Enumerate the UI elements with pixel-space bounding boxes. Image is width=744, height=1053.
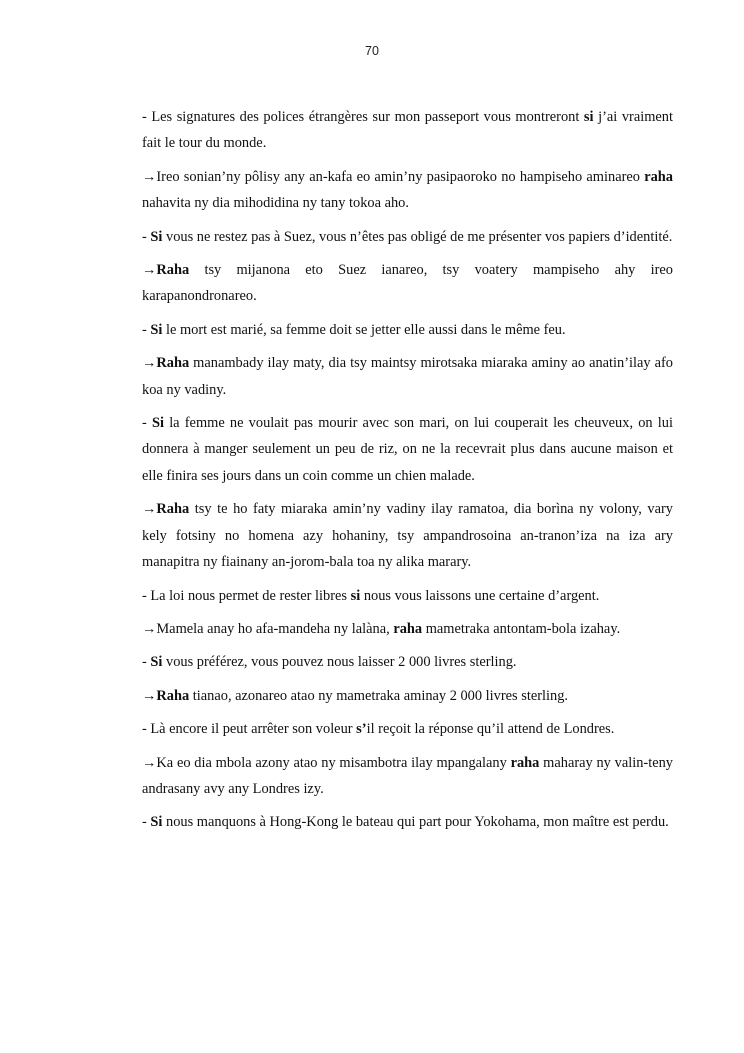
- paragraph-5: - Si le mort est marié, sa femme doit se jetter elle aussi dans le même feu.: [142, 321, 566, 338]
- paragraph-11: - Si vous préférez, vous pouvez nous laisser 2 000 livres sterling.: [142, 654, 517, 671]
- paragraph-8: →Raha tsy te ho faty miaraka amin’ny vadiny ilay ramatoa, dia borìna ny volony, vary kely fotsiny no homena azy hohaniny, tsy ampandrosoina an-tranon’iza na iza ary manapitra ny fiainany an-jorom-bala toa ny alika marary.: [142, 501, 673, 571]
- paragraph-13: - Là encore il peut arrêter son voleur s’il reçoit la réponse qu’il attend de Londres.: [142, 721, 615, 738]
- paragraph-14: →Ka eo dia mbola azony atao ny misambotra ilay mpangalany raha maharay ny valin-teny andrasany avy any Londres izy.: [142, 754, 673, 797]
- paragraph-9: - La loi nous permet de rester libres si nous vous laissons une certaine d’argent.: [142, 587, 600, 604]
- paragraph-7: - Si la femme ne voulait pas mourir avec son mari, on lui couperait les cheuveux, on lui donnera à manger seulement un peu de riz, on ne la recevrait plus dans aucune maison et elle finira ses jours dans un coin comme un chien malade.: [142, 415, 673, 484]
- paragraph-2: →Ireo sonian’ny pôlisy any an-kafa eo amin’ny pasipaoroko no hampiseho aminareo raha nahavita ny dia mihodidina ny tany tokoa aho.: [142, 168, 673, 212]
- page-number: 70: [365, 44, 379, 58]
- paragraph-3: - Si vous ne restez pas à Suez, vous n’êtes pas obligé de me présenter vos papiers d’identité.: [142, 228, 673, 245]
- paragraph-15: - Si nous manquons à Hong-Kong le bateau qui part pour Yokohama, mon maître est perdu.: [142, 814, 669, 831]
- paragraph-6: →Raha manambady ilay maty, dia tsy maintsy mirotsaka miaraka aminy ao anatin’ilay afo koa ny vadiny.: [142, 355, 673, 398]
- paragraph-12: →Raha tianao, azonareo atao ny mametraka aminay 2 000 livres sterling.: [142, 687, 569, 704]
- paragraph-4: →Raha tsy mijanona eto Suez ianareo, tsy voatery mampiseho ahy ireo karapanondronareo.: [142, 262, 673, 305]
- document-body: [142, 104, 673, 843]
- paragraph-10: →Mamela anay ho afa-mandeha ny lalàna, raha mametraka antontam-bola izahay.: [142, 620, 621, 637]
- paragraph-1: - Les signatures des polices étrangères sur mon passeport vous montreront si j’ai vraiment fait le tour du monde.: [142, 109, 673, 152]
